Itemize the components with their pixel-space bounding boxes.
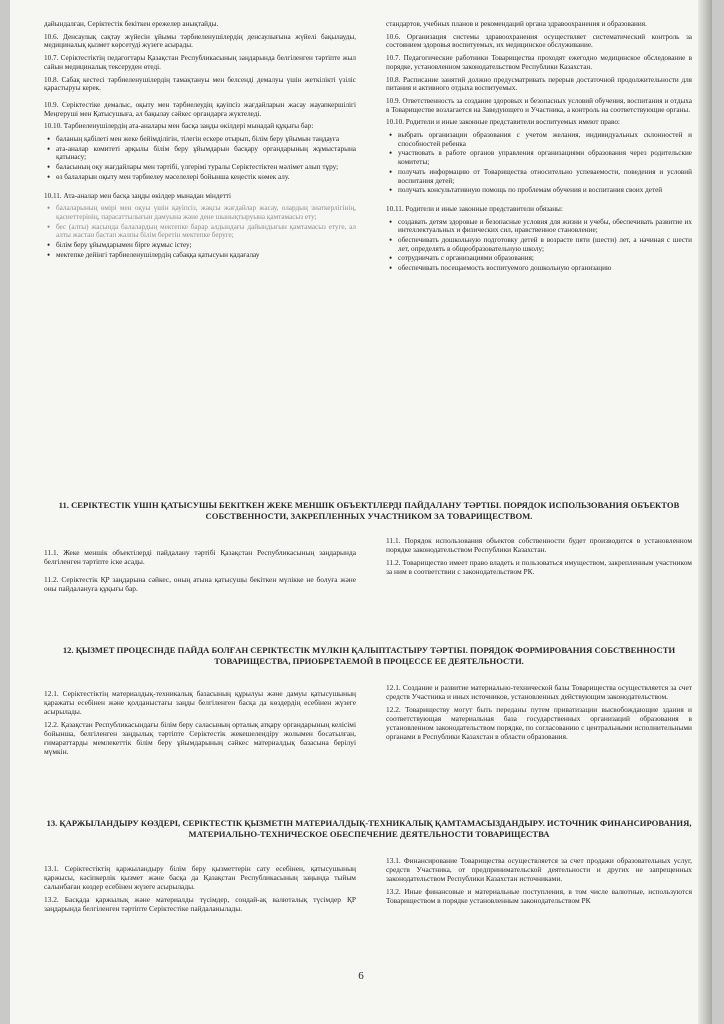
list-item: • обеспечивать дошкольную подготовку детей в возрасте пяти (шести) лет, а начиная с шести лет, определять в общеобразовательную школу;	[398, 236, 692, 253]
bullet-list	[386, 131, 692, 195]
list-item: • получать информацию от Товарищества относительно успеваемости, поведения и условий воспитания детей;	[398, 168, 692, 185]
section-11	[44, 500, 694, 593]
section-13	[44, 818, 694, 913]
paragraph: 11.1. Жеке меншік объектілерді пайдалану тәртібі Қазақстан Республикасының заңдарында белгіленген тәртіпте іске асады.	[44, 548, 356, 566]
paragraph: 13.1. Серіктестіктің қаржыландыру білім беру қызметтерін сату есебінен, қатысушының қаржысы, кәсіпкерлік қызмет және басқа да Қазақстан Республикасының заңында тыйым салынбаған көздер есебінен жүзеге асырылады.	[44, 864, 356, 891]
paragraph: стандартов, учебных планов и рекомендаций органа здравоохранения и образования.	[386, 20, 647, 28]
page-number: 6	[358, 970, 364, 982]
paragraph: 13.2. Иные финансовые и материальные поступления, в том числе валютные, используются Товариществом в порядке установленным законодательством РК	[386, 887, 692, 905]
list-item: • білім беру ұйымдарымен бірге жұмыс істеу;	[56, 241, 356, 250]
bullet-list	[386, 218, 692, 273]
list-item: • баласының оқу жағдайлары мен тәртібі, үлгерімі туралы Серіктестіктен мәлімет алып тұру;	[56, 163, 356, 172]
list-item: • бес (алты) жасында балалардың мектепке барар алдындағы дайындығын қамтамасыз етуге, ал алты жастан бастап жалпы білім беретін мектепке беруге;	[56, 223, 356, 240]
russian-column	[386, 683, 692, 745]
list-item: • создавать детям здоровые и безопасные условия для жизни и учебы, обеспечивать развитие их интеллектуальных и физических сил, нравственное становление;	[398, 218, 692, 235]
list-item: • өз балаларын оқыту мен тәрбиелеу мәселелері бойынша кеңестік көмек алу.	[56, 173, 356, 182]
paragraph: 11.2. Серіктестік ҚР заңдарына сәйкес, оның атына қатысушы бекіткен мүлікке не болуға және оны пайдалануға құқығы бар.	[44, 575, 356, 593]
paragraph: 10.10. Родители и иные законные представители воспитуемых имеют право:	[386, 118, 620, 127]
paragraph: 10.11. Ата-аналар мен басқа заңды өкілдер мынадан міндетті	[44, 191, 231, 200]
list-item: • сотрудничать с организациями образования;	[398, 254, 692, 263]
paragraph: 11.2. Товарищество имеет право владеть и пользоваться имуществом, закрепленным участником за ним в соответствии с законодательством РК.	[386, 558, 692, 576]
paragraph: 10.7. Серіктестіктің педагогтары Қазақстан Республикасының заңдарында белгіленген тәртіпте жыл сайын медициналық тексеруден өтеді.	[44, 54, 356, 71]
section-heading: 11. СЕРІКТЕСТІК ҮШІН ҚАТЫСУШЫ БЕКІТКЕН ЖЕКЕ МЕНШІК ОБЪЕКТІЛЕРДІ ПАЙДАЛАНУ ТӘРТІБІ. ПОРЯДОК ИСПОЛЬЗОВАНИЯ ОБЪЕКТОВ СОБСТВЕННОСТИ, ЗАКРЕПЛЕННЫХ УЧАСТНИКОМ ЗА ТОВАРИЩЕСТВОМ.	[58, 500, 680, 521]
paragraph: 10.10. Тәрбиеленушілердің ата-аналары мен басқа заңды өкілдері мынадай құқығы бар:	[44, 122, 314, 131]
bullet-list	[44, 204, 356, 259]
paragraph: 12.1. Серіктестіктің материалдық-техникалық базасының құрылуы және дамуы қатысушының қаражаты есебінен және қолданыстағы заңды белгіленген басқа да көздердің есебінен жүзеге асырылады.	[44, 689, 356, 716]
kazakh-column	[44, 548, 356, 597]
list-item: • баланың қабілеті мен жеке бейімділігін, тілегін ескере отырып, білім беру ұйымын таңдауға	[56, 135, 356, 144]
list-item: • балаларының өмірі мен оқуы үшін қауіпсіз, жақсы жағдайлар жасау, олардың зиаткерлігінің, қасиеттерінің, парасаттылығын дамуына және дене шынықтыруына қамтамасыз ету;	[56, 204, 356, 221]
section-12	[44, 645, 694, 756]
paragraph: дайындалған, Серіктестік бекіткен ережелер анықтайды.	[44, 20, 219, 28]
kazakh-column	[44, 20, 356, 263]
paragraph: 12.2. Қазақстан Республикасындағы білім беру саласының орталық атқару органдарының келісімі бойынша, белгіленген заңдылық тәртіпте Серіктестік жекешелендіру жолымен босатылған, ғимараттарды мемлекеттік білім беру ұйымдарының сәйкес материалдық базасына берілуі мүмкін.	[44, 720, 356, 756]
russian-column	[386, 856, 692, 909]
russian-column	[386, 20, 692, 277]
list-item: • выбрать организации образования с учетом желания, индивидуальных склонностей и способностей ребенка	[398, 131, 692, 148]
paragraph: 10.7. Педагогические работники Товарищества проходят ежегодно медицинское обследование в порядке, установленном законодательством Республики Казахстан.	[386, 54, 692, 71]
russian-column	[386, 536, 692, 580]
paragraph: 10.8. Расписание занятий должно предусматривать перерыв достаточной продолжительности для питания и активного отдыха воспитуемых.	[386, 75, 692, 93]
paragraph: 10.8. Сабақ кестесі тәрбиеленушілердің тамақтануы мен белсенді демалуы үшін жеткілікті үзіліс қарастыруы керек.	[44, 75, 356, 93]
list-item: • мектепке дейінгі тәрбиеленушілердің сабаққа қатысуын қадағалау	[56, 251, 356, 260]
paragraph: 11.1. Порядок использования объектов собственности будет производится в установленном порядке законодательством Республики Казахстан.	[386, 536, 692, 554]
paragraph: 10.6. Организация системы здравоохранения осуществляет систематический контроль за состоянием здоровья воспитуемых, их медицинское обслуживание.	[386, 32, 692, 50]
list-item: • ата-аналар комитеті арқылы білім беру ұйымдарын басқару органдарының жұмыстарына қатынасу;	[56, 145, 356, 162]
list-item: • обеспечивать посещаемость воспитуемого дошкольную организацию	[398, 264, 692, 273]
page-edge-shadow	[698, 0, 712, 1024]
section-heading: 13. ҚАРЖЫЛАНДЫРУ КӨЗДЕРІ, СЕРІКТЕСТІК ҚЫЗМЕТІН МАТЕРИАЛДЫҚ-ТЕХНИКАЛЫҚ ҚАМТАМАСЫЗДАНДЫРУ. ИСТОЧНИК ФИНАНСИРОВАНИЯ, МАТЕРИАЛЬНО-ТЕХНИЧЕСКОЕ ОБЕСПЕЧЕНИЕ ДЕЯТЕЛЬНОСТИ ТОВАРИЩЕСТВА	[46, 818, 692, 839]
paragraph: 13.2. Басқада қаржылық және материалды түсімдер, сондай-ақ валюталық түсімдер ҚР заңдарында белгіленген тәртіпте Серіктестіке пайдаланылады.	[44, 895, 356, 913]
paragraph: 12.2. Товариществу могут быть переданы путем приватизации высвобождающие здания и соответствующая материальная база государственных организаций образования в установленном законодательством порядке, по согласованию с центральными исполнительными органами в Республики Казахстан в области образования.	[386, 705, 692, 741]
list-item: • получать консультативную помощь по проблемам обучения и воспитания своих детей	[398, 186, 692, 195]
paragraph: 13.1. Финансирование Товарищества осуществляется за счет продажи образовательных услуг, средств Участника, от предпринимательской деятельности и других не запрещенных законодательством Республики Казахстан источниками.	[386, 856, 692, 883]
list-item: • участвовать в работе органов управления организациями образования через родительские комитеты;	[398, 149, 692, 166]
bullet-list	[44, 135, 356, 182]
paragraph: 10.11. Родители и иные законные представители обязаны:	[386, 204, 563, 213]
paragraph: 12.1. Создание и развитие материально-технической базы Товарищества осуществляется за счет средств Участника и иных источников, установленных действующим законодательством.	[386, 683, 692, 701]
paragraph: 10.6. Денсаулық сақтау жүйесін ұйымы тәрбиеленушілердің денсаулығына жүйелі бақылауды, медициналық қызмет көрсетуді жүзеге асырады.	[44, 32, 356, 50]
kazakh-column	[44, 864, 356, 917]
paragraph: 10.9. Ответственность за создание здоровых и безопасных условий обучения, воспитания и отдыха в Товариществе возлагается на Заведующего и Участника, а контроль на соответствующие органы.	[386, 96, 692, 114]
document-page	[10, 0, 712, 1024]
kazakh-column	[44, 689, 356, 760]
section-heading: 12. ҚЫЗМЕТ ПРОЦЕСІНДЕ ПАЙДА БОЛҒАН СЕРІКТЕСТІК МҮЛКІН ҚАЛЫПТАСТЫРУ ТӘРТІБІ. ПОРЯДОК ФОРМИРОВАНИЯ СОБСТВЕННОСТИ ТОВАРИЩЕСТВА, ПРИОБРЕТАЕМОЙ В ПРОЦЕССЕ ЕЕ ДЕЯТЕЛЬНОСТИ.	[62, 645, 676, 666]
paragraph: 10.9. Серіктестіке демалыс, оқыту мен тәрбиелеудің қауіпсіз жағдайларын жасау жауапкершілігі Меңгеруші мен Қатысушыға, ал бақылау сәйкес органдарға жүктеледі.	[44, 100, 356, 118]
